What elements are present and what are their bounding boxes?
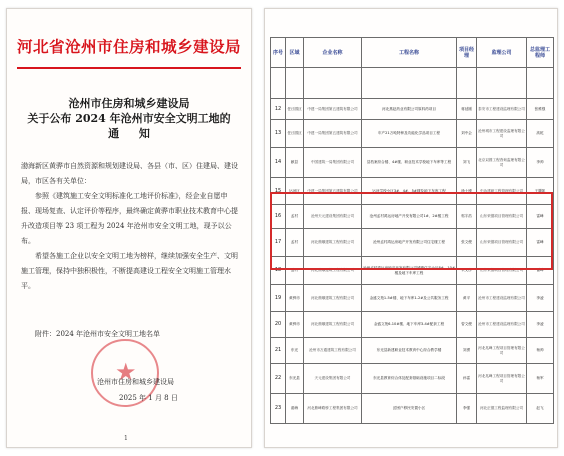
row-manager-cell: 刘勇 <box>457 338 477 364</box>
notice-paragraph-2-text: 希望各施工企业以安全文明工地为榜样，继续加强安全生产、文明施工管理，保持中独积极性，不断提高建设工程安全文明施工管理水平。 <box>21 252 238 290</box>
notice-document <box>6 8 252 448</box>
row-region-cell: 东光县 <box>286 364 304 394</box>
row-chief-cell: 李帅 <box>527 148 554 178</box>
table-row <box>271 394 554 424</box>
row-supervisor-cell: 山东荣德项目管理有限公司 <box>477 205 527 229</box>
header-cell: 总监理工程师 <box>527 38 554 68</box>
row-supervisor-cell <box>477 68 527 99</box>
row-company-cell <box>304 68 362 99</box>
row-manager-cell: 刘中会 <box>457 120 477 148</box>
row-number-cell: 14 <box>271 148 286 178</box>
row-manager-cell: 刘飞 <box>457 148 477 178</box>
notice-title-line-3: 通 知 <box>108 127 158 140</box>
table-row <box>271 338 554 364</box>
table-row <box>271 257 554 285</box>
notice-salutation: 渤海新区黄骅市自然资源和规划建设局、各县（市、区）住建局、建设局，市区各有关单位： <box>21 162 238 185</box>
row-chief-cell: 张维强 <box>527 99 554 120</box>
table-row <box>271 148 554 178</box>
site-list-table <box>270 37 553 424</box>
row-number-cell <box>271 68 286 99</box>
row-manager-cell: 张文俊 <box>457 229 477 257</box>
table-row <box>271 99 554 120</box>
row-region-cell: 黄骅市 <box>286 285 304 312</box>
row-region-cell: 黄骅市 <box>286 312 304 338</box>
seal-star-icon: ★ <box>115 358 137 386</box>
row-project-cell: 年产21万吨特种及功能化学品项目工程 <box>362 120 457 148</box>
row-company-cell: 河北鼎顺建筑工程有限公司 <box>304 312 362 338</box>
row-number-cell: 12 <box>271 99 286 120</box>
row-chief-cell: 王腾凯 <box>527 178 554 205</box>
header-cell: 区域 <box>286 38 304 68</box>
row-region-cell: 运河区 <box>286 178 304 205</box>
row-company-cell: 河北鼎顺建筑工程有限公司 <box>304 285 362 312</box>
row-manager-cell: 蒋延刚 <box>457 99 477 120</box>
row-region-cell: 孟村 <box>286 205 304 229</box>
table-row <box>271 68 554 99</box>
row-chief-cell: 赵飞 <box>527 394 554 424</box>
row-chief-cell: 李凌 <box>527 285 554 312</box>
row-region-cell: 孟村 <box>286 229 304 257</box>
row-number-cell: 19 <box>271 285 286 312</box>
row-supervisor-cell: 中冶建研工程管理有限公司 <box>477 178 527 205</box>
table-row <box>271 178 554 205</box>
row-chief-cell: 雷峰 <box>527 229 554 257</box>
row-project-cell: 贫困户移民安置小区 <box>362 394 457 424</box>
notice-paragraph-1 <box>21 189 239 249</box>
row-supervisor-cell: 河北兆峰工程项目管理有限公司 <box>477 364 527 394</box>
row-chief-cell: 高乾 <box>527 120 554 148</box>
row-manager-cell <box>457 68 477 99</box>
header-cell: 序号 <box>271 38 286 68</box>
row-manager-cell: 朱文彦 <box>457 257 477 285</box>
row-number-cell: 18 <box>271 257 286 285</box>
notice-title-line-1: 沧州市住房和城乡建设局 <box>68 97 190 110</box>
table-row <box>271 285 554 312</box>
row-region-cell: 任丘园区 <box>286 99 304 120</box>
row-supervisor-cell: 沧州市工程建设监理有限公司 <box>477 312 527 338</box>
table-row <box>271 205 554 229</box>
header-cell: 监理公司 <box>477 38 527 68</box>
header-cell: 工程名称 <box>362 38 457 68</box>
row-supervisor-cell: 沧州市工程建设监理有限公司 <box>477 285 527 312</box>
table-row <box>271 120 554 148</box>
row-number-cell: 17 <box>271 229 286 257</box>
header-cell: 项目经理 <box>457 38 477 68</box>
row-manager-cell: 李强 <box>457 394 477 424</box>
table-row <box>271 364 554 394</box>
row-company-cell: 中建一局集团第五建筑有限公司 <box>304 178 362 205</box>
row-project-cell: 河北燕赵药业有限公司原料药项目 <box>362 99 457 120</box>
row-project-cell: 沧州孟村鸿运房地产开发有限公司城镇住宅小区8#、10#楼及地下车库工程 <box>362 257 457 285</box>
row-project-cell <box>362 68 457 99</box>
row-company-cell: 河北鼎顺建筑工程有限公司 <box>304 257 362 285</box>
table-row <box>271 312 554 338</box>
row-region-cell: 渤海 <box>286 394 304 424</box>
notice-signature: 沧州市住房和城乡建设局 <box>97 378 174 386</box>
row-project-cell: 东光县教育综合体及配套基础设施项目二标段 <box>362 364 457 394</box>
row-chief-cell <box>527 68 554 99</box>
notice-title-line-2: 关于公布 2024 年沧州市安全文明工地的 <box>27 112 231 125</box>
row-company-cell: 沧州天元建设集团有限公司 <box>304 205 362 229</box>
row-project-cell: 金盛文苑1-5#楼、地下车库1-2#及公共服务工程 <box>362 285 457 312</box>
notice-attachment-text: 附件：2024 年沧州市安全文明工地名单 <box>35 330 161 338</box>
notice-date: 2025 年 1 月 8 日 <box>119 394 178 402</box>
row-number-cell: 15 <box>271 178 286 205</box>
row-supervisor-cell: 山东荣德项目管理有限公司 <box>477 229 527 257</box>
table-header-row <box>271 38 554 68</box>
row-manager-cell: 徐士博 <box>457 178 477 205</box>
row-company-cell: 河北鼎峰路桥工程集团有限公司 <box>304 394 362 424</box>
row-company-cell: 中国建筑一局集团有限公司 <box>304 148 362 178</box>
row-project-cell: 东光县新建职业技术教育中心综合教学楼 <box>362 338 457 364</box>
row-number-cell: 13 <box>271 120 286 148</box>
row-number-cell: 21 <box>271 338 286 364</box>
row-project-cell: 运河学校小区3#、4#、5#楼及地下车库工程 <box>362 178 457 205</box>
row-manager-cell: 孙雷 <box>457 364 477 394</box>
row-number-cell: 16 <box>271 205 286 229</box>
row-project-cell: 沧州孟村鸿运房地产开发有限公司住宅楼工程 <box>362 229 457 257</box>
row-supervisor-cell: 沧州城市工程建设监理有限公司 <box>477 120 527 148</box>
header-cell: 企业名称 <box>304 38 362 68</box>
table-row <box>271 229 554 257</box>
row-chief-cell: 杨军 <box>527 364 554 394</box>
notice-paragraph-2 <box>21 249 239 294</box>
notice-paragraph-1-text: 参照《建筑施工安全文明标准化工地评价标准》，经企业自愿申报、现场复查、认定评价等程序，最终确定黄骅市职业技术教育中心提升改造项目等 23 项工程为 2024 年沧州市安全文明工地，现予以公布。 <box>21 192 238 245</box>
page-number: 1 <box>124 435 128 442</box>
row-number-cell: 23 <box>271 394 286 424</box>
row-project-cell: 沧州孟村鸿运房地产开发有限公司1#、2#楼工程 <box>362 205 457 229</box>
row-region-cell <box>286 68 304 99</box>
row-chief-cell: 李凌 <box>527 312 554 338</box>
row-project-cell: 金盛文苑6-10#楼、地下车库3-4#配套工程 <box>362 312 457 338</box>
red-divider-line <box>17 67 241 69</box>
row-company-cell: 天元建设集团有限公司 <box>304 364 362 394</box>
row-region-cell: 献县 <box>286 148 304 178</box>
row-chief-cell: 杨帅 <box>527 338 554 364</box>
row-manager-cell: 曾文俊 <box>457 312 477 338</box>
row-chief-cell: 雷峰 <box>527 257 554 285</box>
row-number-cell: 20 <box>271 312 286 338</box>
row-company-cell: 沧州市万通建筑工程有限公司 <box>304 338 362 364</box>
row-manager-cell: 黄平 <box>457 285 477 312</box>
row-supervisor-cell: 山东荣德项目管理有限公司 <box>477 257 527 285</box>
row-supervisor-cell: 河北兆峰工程项目管理有限公司 <box>477 338 527 364</box>
row-company-cell: 中建一局集团第五建筑有限公司 <box>304 99 362 120</box>
row-number-cell: 22 <box>271 364 286 394</box>
row-supervisor-cell: 河北正德工程监理有限公司 <box>477 394 527 424</box>
row-region-cell: 东光 <box>286 338 304 364</box>
issuing-authority-heading: 河北省沧州市住房和城乡建设局 <box>17 37 241 56</box>
row-region-cell: 任丘园区 <box>286 120 304 148</box>
row-company-cell: 河北鼎顺建筑工程有限公司 <box>304 229 362 257</box>
row-supervisor-cell: 泰安市工程建设监理有限公司 <box>477 99 527 120</box>
row-company-cell: 中建一局集团第五建筑有限公司 <box>304 120 362 148</box>
row-region-cell: 孟村 <box>286 257 304 285</box>
row-manager-cell: 郭宇浩 <box>457 205 477 229</box>
row-chief-cell: 雷峰 <box>527 205 554 229</box>
site-list-page <box>264 8 558 448</box>
row-project-cell: 县档案综合楼、4#楼、职业技术学校地下车库等工程 <box>362 148 457 178</box>
row-supervisor-cell: 北京双圆工程咨询监理有限公司 <box>477 148 527 178</box>
